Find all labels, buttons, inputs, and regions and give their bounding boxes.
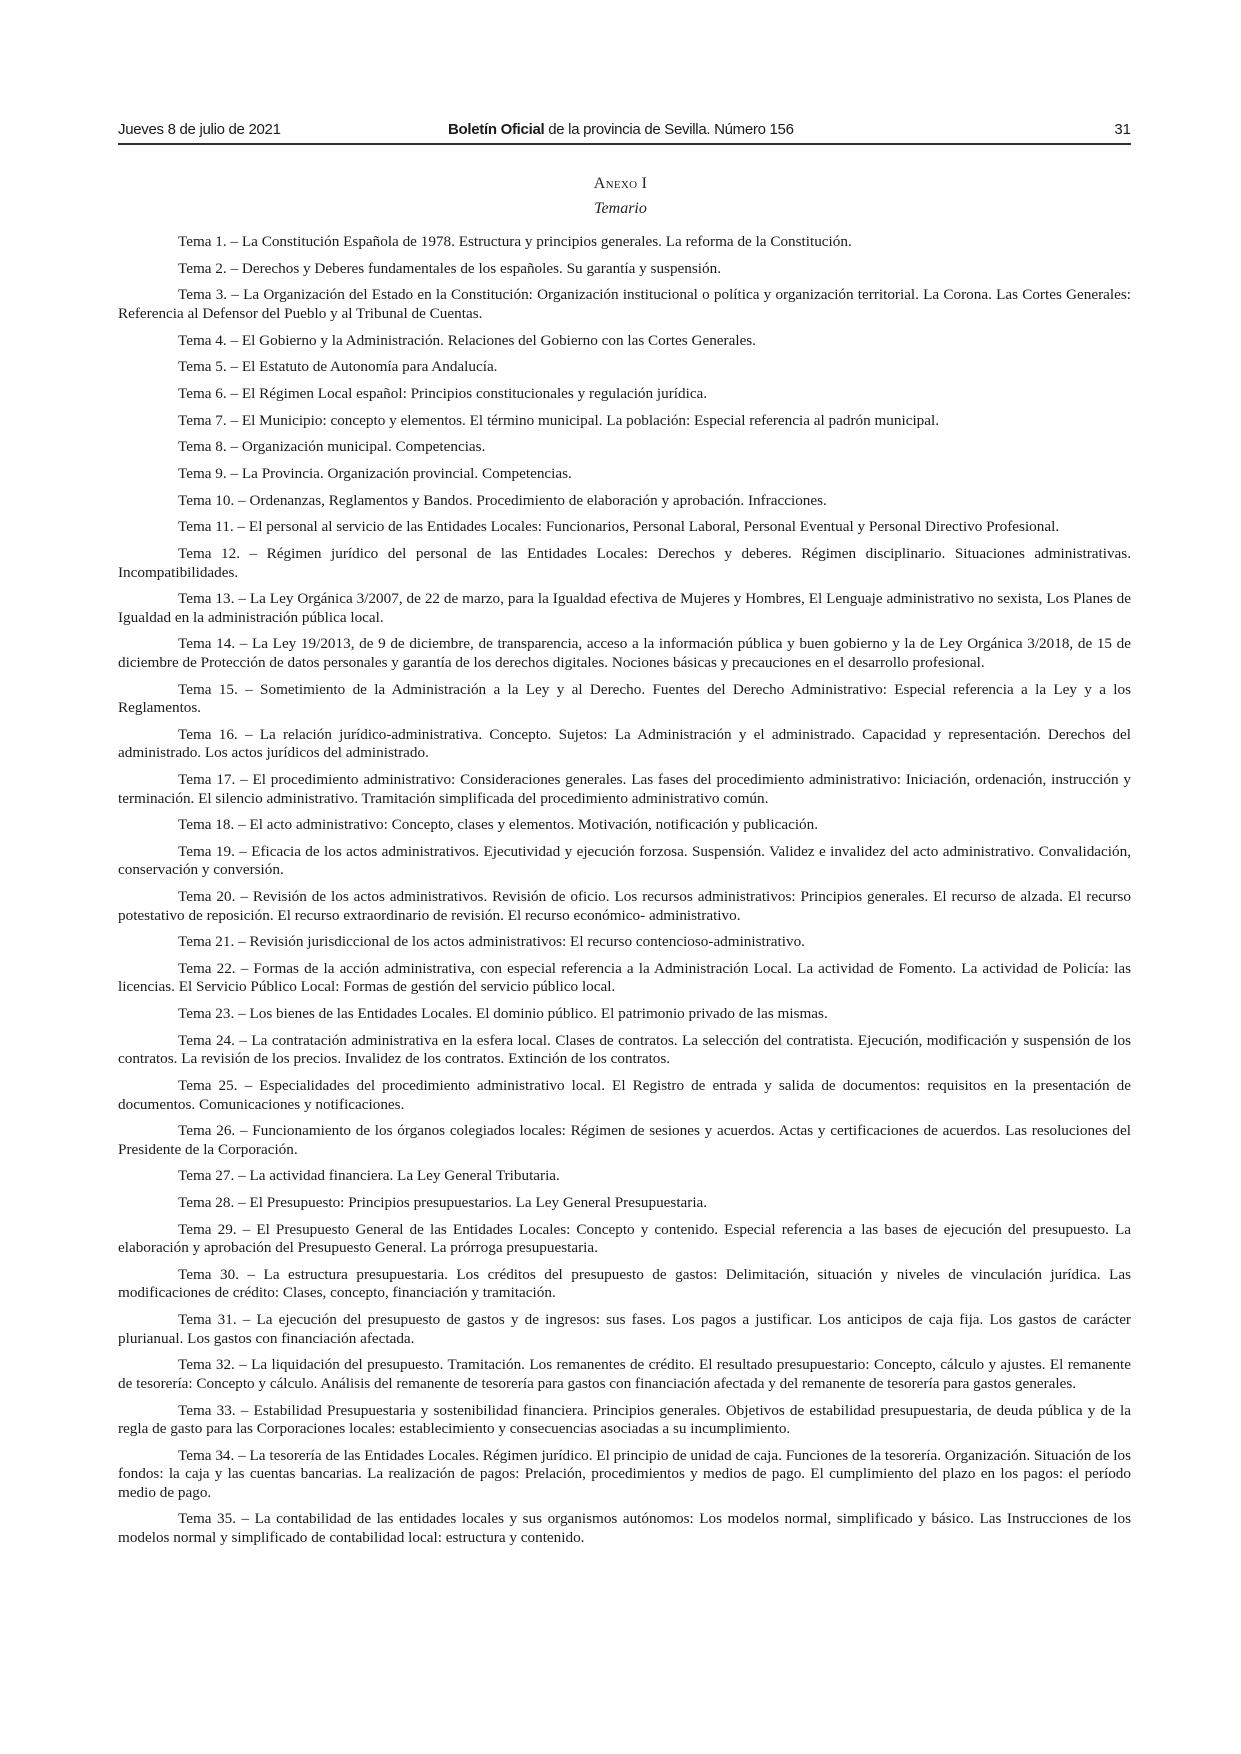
tema-item: Tema 27. – La actividad financiera. La Ley General Tributaria.	[178, 1167, 560, 1185]
publication-name: Boletín Oficial	[448, 121, 545, 138]
page-number: 31	[1114, 121, 1131, 138]
annex-subtitle: Temario	[594, 200, 647, 217]
temario-list	[118, 233, 1131, 1556]
tema-item: Tema 13. – La Ley Orgánica 3/2007, de 22 de marzo, para la Igualdad efectiva de Mujeres y Hombres, El Lenguaje administrativo no sexista, Los Planes de Igualdad en la administración pública local.	[118, 590, 1131, 626]
header-rule	[118, 143, 1131, 145]
tema-item: Tema 4. – El Gobierno y la Administración. Relaciones del Gobierno con las Cortes Generales.	[178, 331, 757, 349]
tema-item: Tema 14. – La Ley 19/2013, de 9 de diciembre, de transparencia, acceso a la información pública y buen gobierno y la de Ley Orgánica 3/2018, de 15 de diciembre de Protección de datos personales y garantía de los derechos digitales. Nociones básicas y precauciones en el desarrollo profesional.	[118, 635, 1131, 671]
tema-item: Tema 23. – Los bienes de las Entidades Locales. El dominio público. El patrimonio privado de las mismas.	[178, 1005, 828, 1023]
publication-detail: de la provincia de Sevilla. Número 156	[544, 121, 794, 138]
tema-item: Tema 11. – El personal al servicio de las Entidades Locales: Funcionarios, Personal Laboral, Personal Eventual y Personal Directivo Profesional.	[178, 518, 1060, 536]
tema-item: Tema 35. – La contabilidad de las entidades locales y sus organismos autónomos: Los modelos normal, simplificado y básico. Las Instrucciones de los modelos normal y simplificado de contabilidad local: estructura y contenido.	[118, 1510, 1131, 1546]
tema-item: Tema 31. – La ejecución del presupuesto de gastos y de ingresos: sus fases. Los pagos a justificar. Los anticipos de caja fija. Los gastos de carácter plurianual. Los gastos con financiación afectada.	[118, 1311, 1131, 1347]
tema-item: Tema 22. – Formas de la acción administrativa, con especial referencia a la Administración Local. La actividad de Fomento. La actividad de Policía: las licencias. El Servicio Público Local: Formas de gestión del servicio público local.	[118, 959, 1131, 996]
tema-item: Tema 24. – La contratación administrativa en la esfera local. Clases de contratos. La selección del contratista. Ejecución, modificación y suspensión de los contratos. La revisión de los precios. Invalidez de los contratos. Extinción de los contratos.	[118, 1031, 1131, 1068]
tema-item: Tema 7. – El Municipio: concepto y elementos. El término municipal. La población: Especial referencia al padrón municipal.	[178, 411, 940, 429]
tema-item: Tema 21. – Revisión jurisdiccional de los actos administrativos: El recurso contencioso-administrativo.	[178, 933, 805, 951]
page-header	[118, 118, 1131, 144]
tema-item: Tema 1. – La Constitución Española de 1978. Estructura y principios generales. La reforma de la Constitución.	[178, 233, 852, 250]
tema-item: Tema 12. – Régimen jurídico del personal de las Entidades Locales: Derechos y deberes. Régimen disciplinario. Situaciones administrativas. Incompatibilidades.	[118, 545, 1131, 581]
header-publication	[448, 121, 794, 138]
tema-item: Tema 8. – Organización municipal. Competencias.	[178, 438, 486, 456]
tema-item: Tema 25. – Especialidades del procedimiento administrativo local. El Registro de entrada y salida de documentos: requisitos en la presentación de documentos. Comunicaciones y notificaciones.	[118, 1077, 1131, 1113]
tema-item: Tema 6. – El Régimen Local español: Principios constitucionales y regulación jurídica.	[178, 384, 708, 402]
tema-item: Tema 20. – Revisión de los actos administrativos. Revisión de oficio. Los recursos administrativos: Principios generales. El recurso de alzada. El recurso potestativo de reposición. El recurso extraordinario de revisión. El recurso económico- administrativo.	[118, 888, 1131, 924]
tema-item: Tema 3. – La Organización del Estado en la Constitución: Organización institucional o política y organización territorial. La Corona. Las Cortes Generales: Referencia al Defensor del Pueblo y al Tribunal de Cuentas.	[118, 286, 1131, 322]
tema-item: Tema 33. – Estabilidad Presupuestaria y sostenibilidad financiera. Principios generales. Objetivos de estabilidad presupuestaria, de deuda pública y de la regla de gasto para las Corporaciones locales: establecimiento y consecuencias asociadas a su incumplimiento.	[118, 1401, 1131, 1437]
tema-item: Tema 5. – El Estatuto de Autonomía para Andalucía.	[178, 358, 498, 376]
tema-item: Tema 26. – Funcionamiento de los órganos colegiados locales: Régimen de sesiones y acuerdos. Actas y certificaciones de acuerdos. Las resoluciones del Presidente de la Corporación.	[118, 1122, 1131, 1158]
tema-item: Tema 10. – Ordenanzas, Reglamentos y Bandos. Procedimiento de elaboración y aprobación. Infracciones.	[178, 491, 827, 509]
tema-item: Tema 29. – El Presupuesto General de las Entidades Locales: Concepto y contenido. Especial referencia a las bases de ejecución del presupuesto. La elaboración y aprobación del Presupuesto General. La prórroga presupuestaria.	[118, 1220, 1131, 1257]
tema-item: Tema 9. – La Provincia. Organización provincial. Competencias.	[178, 465, 572, 482]
tema-item: Tema 34. – La tesorería de las Entidades Locales. Régimen jurídico. El principio de unidad de caja. Funciones de la tesorería. Organización. Situación de los fondos: la caja y las cuentas bancarias. La realización de pagos: Prelación, procedimientos y medios de pago. El cumplimiento del plazo en los pagos: el período medio de pago.	[118, 1446, 1131, 1501]
tema-item: Tema 16. – La relación jurídico-administrativa. Concepto. Sujetos: La Administración y el administrado. Capacidad y representación. Derechos del administrado. Los actos jurídicos del administrado.	[118, 725, 1131, 762]
tema-item: Tema 32. – La liquidación del presupuesto. Tramitación. Los remanentes de crédito. El resultado presupuestario: Concepto, cálculo y ajustes. El remanente de tesorería: Concepto y cálculo. Análisis del remanente de tesorería para gastos con financiación afectada y del remanente de tesorería para gastos generales.	[118, 1356, 1131, 1392]
annex-title: Anexo I	[593, 175, 648, 192]
tema-item: Tema 2. – Derechos y Deberes fundamentales de los españoles. Su garantía y suspensión.	[178, 259, 722, 277]
tema-item: Tema 15. – Sometimiento de la Administración a la Ley y al Derecho. Fuentes del Derecho Administrativo: Especial referencia a la Ley y a los Reglamentos.	[118, 680, 1131, 717]
tema-item: Tema 18. – El acto administrativo: Concepto, clases y elementos. Motivación, notificación y publicación.	[178, 816, 819, 834]
tema-item: Tema 28. – El Presupuesto: Principios presupuestarios. La Ley General Presupuestaria.	[178, 1194, 708, 1212]
tema-item: Tema 17. – El procedimiento administrativo: Consideraciones generales. Las fases del procedimiento administrativo: Iniciación, ordenación, instrucción y terminación. El silencio administrativo. Tramitación simplificada del procedimiento administrativo común.	[118, 771, 1131, 807]
tema-item: Tema 19. – Eficacia de los actos administrativos. Ejecutividad y ejecución forzosa. Suspensión. Validez e invalidez del acto administrativo. Convalidación, conservación y conversión.	[118, 842, 1131, 879]
tema-item: Tema 30. – La estructura presupuestaria. Los créditos del presupuesto de gastos: Delimitación, situación y niveles de vinculación jurídica. Las modificaciones de crédito: Clases, concepto, financiación y tramitación.	[118, 1265, 1131, 1302]
header-date: Jueves 8 de julio de 2021	[118, 121, 281, 138]
